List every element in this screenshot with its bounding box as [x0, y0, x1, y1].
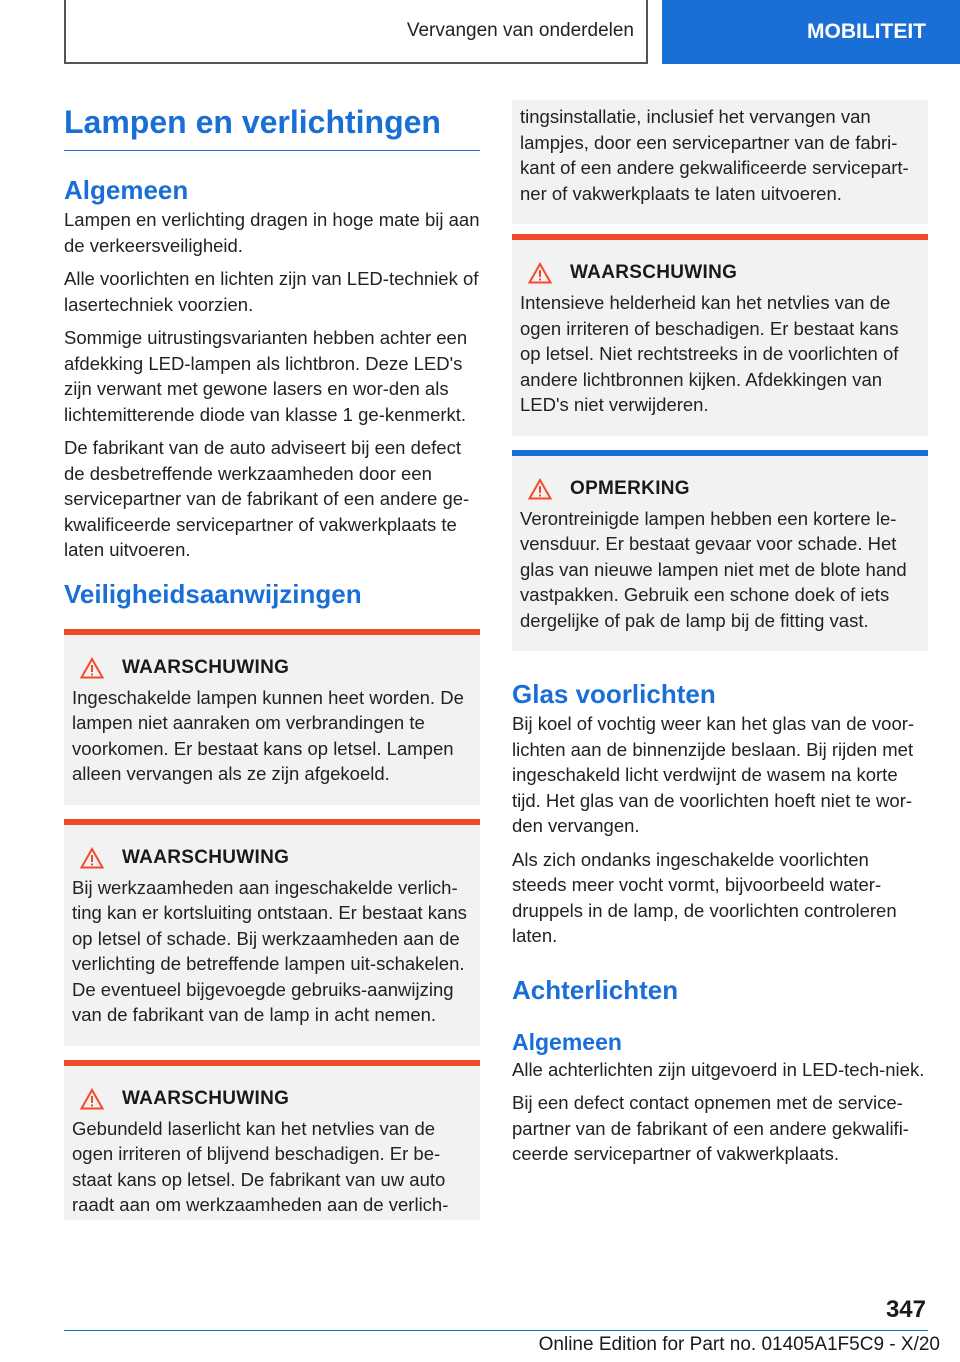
warning-title-3: [72, 1088, 472, 1110]
warning-text-3: Gebundeld laserlicht kan het netvlies van de ogen irriteren of blijvend beschadigen. Er be-staat kans op letsel. De fabrikant van uw auto raadt aan om werkzaamheden aan de verlich-: [72, 1117, 449, 1215]
warning-text-1: Ingeschakelde lampen kunnen heet worden. De lampen niet aanraken om verbrandingen te voorkomen. Er bestaat kans op letsel. Lampen alleen vervangen als ze zijn afgekoeld.: [72, 686, 464, 784]
warning-label-1: WAARSCHUWING: [122, 656, 290, 678]
page-title: Lampen en verlichtingen: [64, 100, 480, 151]
general-heading: Algemeen: [64, 175, 189, 205]
general-paragraph-3: Sommige uitrustingsvarianten hebben achter een afdekking LED-lampen als lichtbron. Deze LED's zijn verwant met gewone lasers en wor-den als lichtemitterende diode van klasse 1 ge-kenmerkt.: [64, 327, 468, 425]
note-text: Verontreinigde lampen hebben een kortere le-vensduur. Er bestaat gevaar voor schade. Het glas van nieuwe lampen niet met de blote hand vastpakken. Gebruik een schone doek of iets dergelijke of pak de lamp bij de fitting vast.: [520, 507, 907, 631]
warning-triangle-icon: [528, 262, 552, 284]
glass-paragraph-1: Bij koel of vochtig weer kan het glas van de voor-lichten aan de binnenzijde beslaan. Bij rijden met ingeschakeld licht verdwijnt de wasem na korte tijd. Het glas van de voorlichten hoeft niet te wor-den vervangen.: [512, 713, 915, 836]
note-title: [520, 478, 920, 500]
rear-paragraph-2: Bij een defect contact opnemen met de service-partner van de fabrikant of een andere gekwalifi-ceerde servicepartner of vakwerkplaats.: [512, 1092, 909, 1164]
general-paragraph-1: Lampen en verlichting dragen in hoge mate bij aan de verkeersveiligheid.: [64, 209, 480, 256]
note-triangle-icon: [528, 478, 552, 500]
note-box: [512, 450, 928, 652]
warning-title-2: [72, 847, 472, 869]
rear-paragraph-1: Alle achterlichten zijn uitgevoerd in LED-tech-niek.: [512, 1058, 925, 1080]
warning-triangle-icon: [80, 657, 104, 679]
warning-triangle-icon: [80, 1088, 104, 1110]
warning-label-3: WAARSCHUWING: [122, 1087, 290, 1109]
header-chapter: [662, 0, 960, 64]
header-chapter-label: MOBILITEIT: [807, 20, 926, 43]
continued-warning-text: tingsinstallatie, inclusief het vervangen van lampjes, door een servicepartner van de fabri-kant of een andere gekwalificeerde servicepart-ner of vakwerkplaats te laten uitvoeren.: [520, 106, 909, 204]
glass-paragraph-2: Als zich ondanks ingeschakelde voorlichten steeds meer vocht vormt, bijvoorbeeld water-druppels in de lamp, de voorlichten controleren laten.: [512, 848, 897, 946]
header-section-label: Vervangen van onderdelen: [406, 20, 634, 41]
warning-label-2: WAARSCHUWING: [122, 846, 290, 868]
warning-text-4: Intensieve helderheid kan het netvlies van de ogen irriteren of beschadigen. Er bestaat kans op letsel. Niet rechtstreeks in de voorlichten of andere lichtbronnen kijken. Afdekkingen van LED's niet verwijderen.: [520, 292, 899, 415]
warning-text-2: Bij werkzaamheden aan ingeschakelde verlich-ting kan er kortsluiting ontstaan. Er bestaat kans op letsel of schade. Bij werkzaamheden aan de verlichting de betreffende lampen uit-schakelen. De eventueel bijgevoegde gebruiks-aanwijzing van de fabrikant van de lamp in acht nemen.: [72, 876, 467, 1025]
warning-title-1: [72, 657, 472, 679]
rear-sub-heading: Algemeen: [512, 1028, 622, 1055]
edition-footer: Online Edition for Part no. 01405A1F5C9 - X/20: [538, 1334, 940, 1355]
general-paragraph-4: De fabrikant van de auto adviseert bij een defect de desbetreffende werkzaamheden door een servicepartner van de fabrikant of een andere ge-kwalificeerde servicepartner of vakwerkplaats te laten uitvoeren.: [64, 437, 470, 560]
left-column: [64, 100, 480, 1220]
continued-warning-box: [512, 100, 928, 224]
warning-title-4: [520, 262, 920, 284]
general-paragraph-2: Alle voorlichten en lichten zijn van LED-techniek of lasertechniek voorzien.: [64, 268, 479, 315]
glass-heading: Glas voorlichten: [512, 679, 716, 709]
warning-triangle-icon: [80, 847, 104, 869]
rear-heading: Achterlichten: [512, 974, 679, 1005]
warning-label-4: WAARSCHUWING: [570, 262, 738, 283]
note-label: OPMERKING: [570, 477, 690, 499]
warning-box-4: [512, 234, 928, 436]
right-column: [512, 100, 928, 1175]
warning-box-1: [64, 629, 480, 805]
header-section: [64, 0, 648, 64]
warning-box-2: [64, 819, 480, 1046]
footer-divider: [64, 1330, 928, 1331]
safety-heading: Veiligheidsaanwijzingen: [64, 578, 362, 609]
page-number: 347: [885, 1296, 926, 1323]
warning-box-3: [64, 1060, 480, 1220]
